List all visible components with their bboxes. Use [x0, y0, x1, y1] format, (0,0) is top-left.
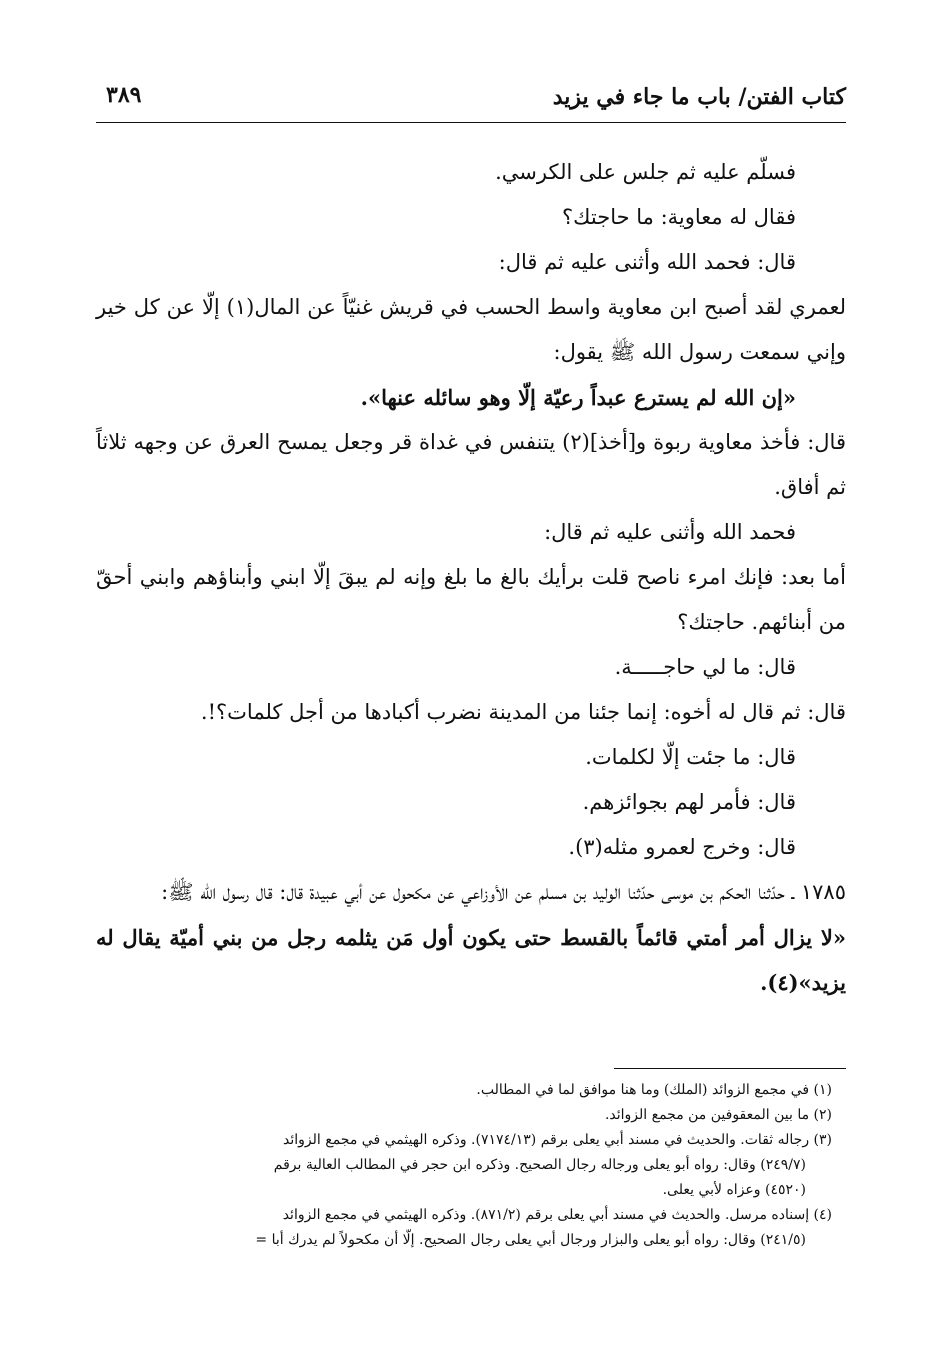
paragraph: فسلّم عليه ثم جلس على الكرسي.	[495, 160, 796, 184]
page-header	[96, 78, 846, 128]
paragraph: أما بعد: فإنك امرء ناصح قلت برأيك بالغ ما بلغ وإنه لم يبقَ إلّا ابني وأبناؤهم وابني أحقّ من أبنائهم. حاجتك؟	[96, 565, 846, 634]
book-page	[96, 78, 846, 1338]
paragraph: قال: ثم قال له أخوه: إنما جئنا من المدينة نضرب أكبادها من أجل كلمات؟!.	[200, 700, 846, 724]
footnote-continuation: (٤٥٢٠) وعزاه لأبي يعلى.	[662, 1182, 806, 1198]
footnote: (٢) ما بين المعقوفين من مجمع الزوائد.	[604, 1107, 832, 1123]
paragraph: لعمري لقد أصبح ابن معاوية واسط الحسب في قريش غنيّاً عن المال(١) إلّا عن كل خير وإني سمعت رسول الله ﷺ يقول:	[96, 295, 846, 364]
header-rule	[96, 122, 846, 123]
footnote: (٣) رجاله ثقات. والحديث في مسند أبي يعلى برقم (٧١٧٤/١٣). وذكره الهيثمي في مجمع الزوائد	[283, 1132, 832, 1148]
paragraph: قال: فحمد الله وأثنى عليه ثم قال:	[498, 250, 796, 274]
paragraph: قال: وخرج لعمرو مثله(٣).	[568, 835, 796, 859]
footnote: (١) في مجمع الزوائد (الملك) وما هنا موافق لما في المطالب.	[476, 1082, 832, 1098]
paragraph: فقال له معاوية: ما حاجتك؟	[562, 205, 796, 229]
main-text	[96, 150, 846, 1005]
footnotes	[96, 1078, 846, 1253]
hadith-quote: «لا يزال أمر أمتي قائماً بالقسط حتى يكون أول مَن يثلمه رجل من بني أميّة يقال له يزيد»(٤).	[96, 925, 846, 995]
page-number: ٣٨٩	[106, 82, 142, 108]
footnote-rule	[614, 1068, 846, 1069]
paragraph: فحمد الله وأثنى عليه ثم قال:	[544, 520, 796, 544]
paragraph: قال: ما جئت إلّا لكلمات.	[585, 745, 796, 769]
hadith-quote: «إن الله لم يسترع عبداً رعيّة إلّا وهو سائله عنها».	[360, 385, 796, 410]
footnote-continuation: (٢٤١/٥) وقال: رواه أبو يعلى والبزار ورجال أبي يعلى رجال الصحيح. إلّا أن مكحولاً لم يدرك أبا =	[255, 1232, 806, 1248]
hadith-number-paragraph: ١٧٨٥ ـ حدّثنا الحكم بن موسى حدّثنا الوليد بن مسلم عن الأوزاعي عن مكحول عن أبي عبيدة قال: قال رسول الله ﷺ:	[161, 880, 846, 904]
paragraph: قال: فأمر لهم بجوائزهم.	[582, 790, 796, 814]
paragraph: قال: فأخذ معاوية ربوة و[أخذ](٢) يتنفس في غداة قر وجعل يمسح العرق عن وجهه ثلاثاً ثم أفاق.	[96, 430, 846, 499]
paragraph: قال: ما لي حاجـــــة.	[614, 655, 796, 679]
footnote-continuation: (٢٤٩/٧) وقال: رواه أبو يعلى ورجاله رجال الصحيح. وذكره ابن حجر في المطالب العالية برقم	[273, 1157, 806, 1173]
running-title: كتاب الفتن/ باب ما جاء في يزيد	[552, 84, 846, 110]
footnote: (٤) إسناده مرسل. والحديث في مسند أبي يعلى برقم (٨٧١/٢). وذكره الهيثمي في مجمع الزوائد	[282, 1207, 832, 1223]
